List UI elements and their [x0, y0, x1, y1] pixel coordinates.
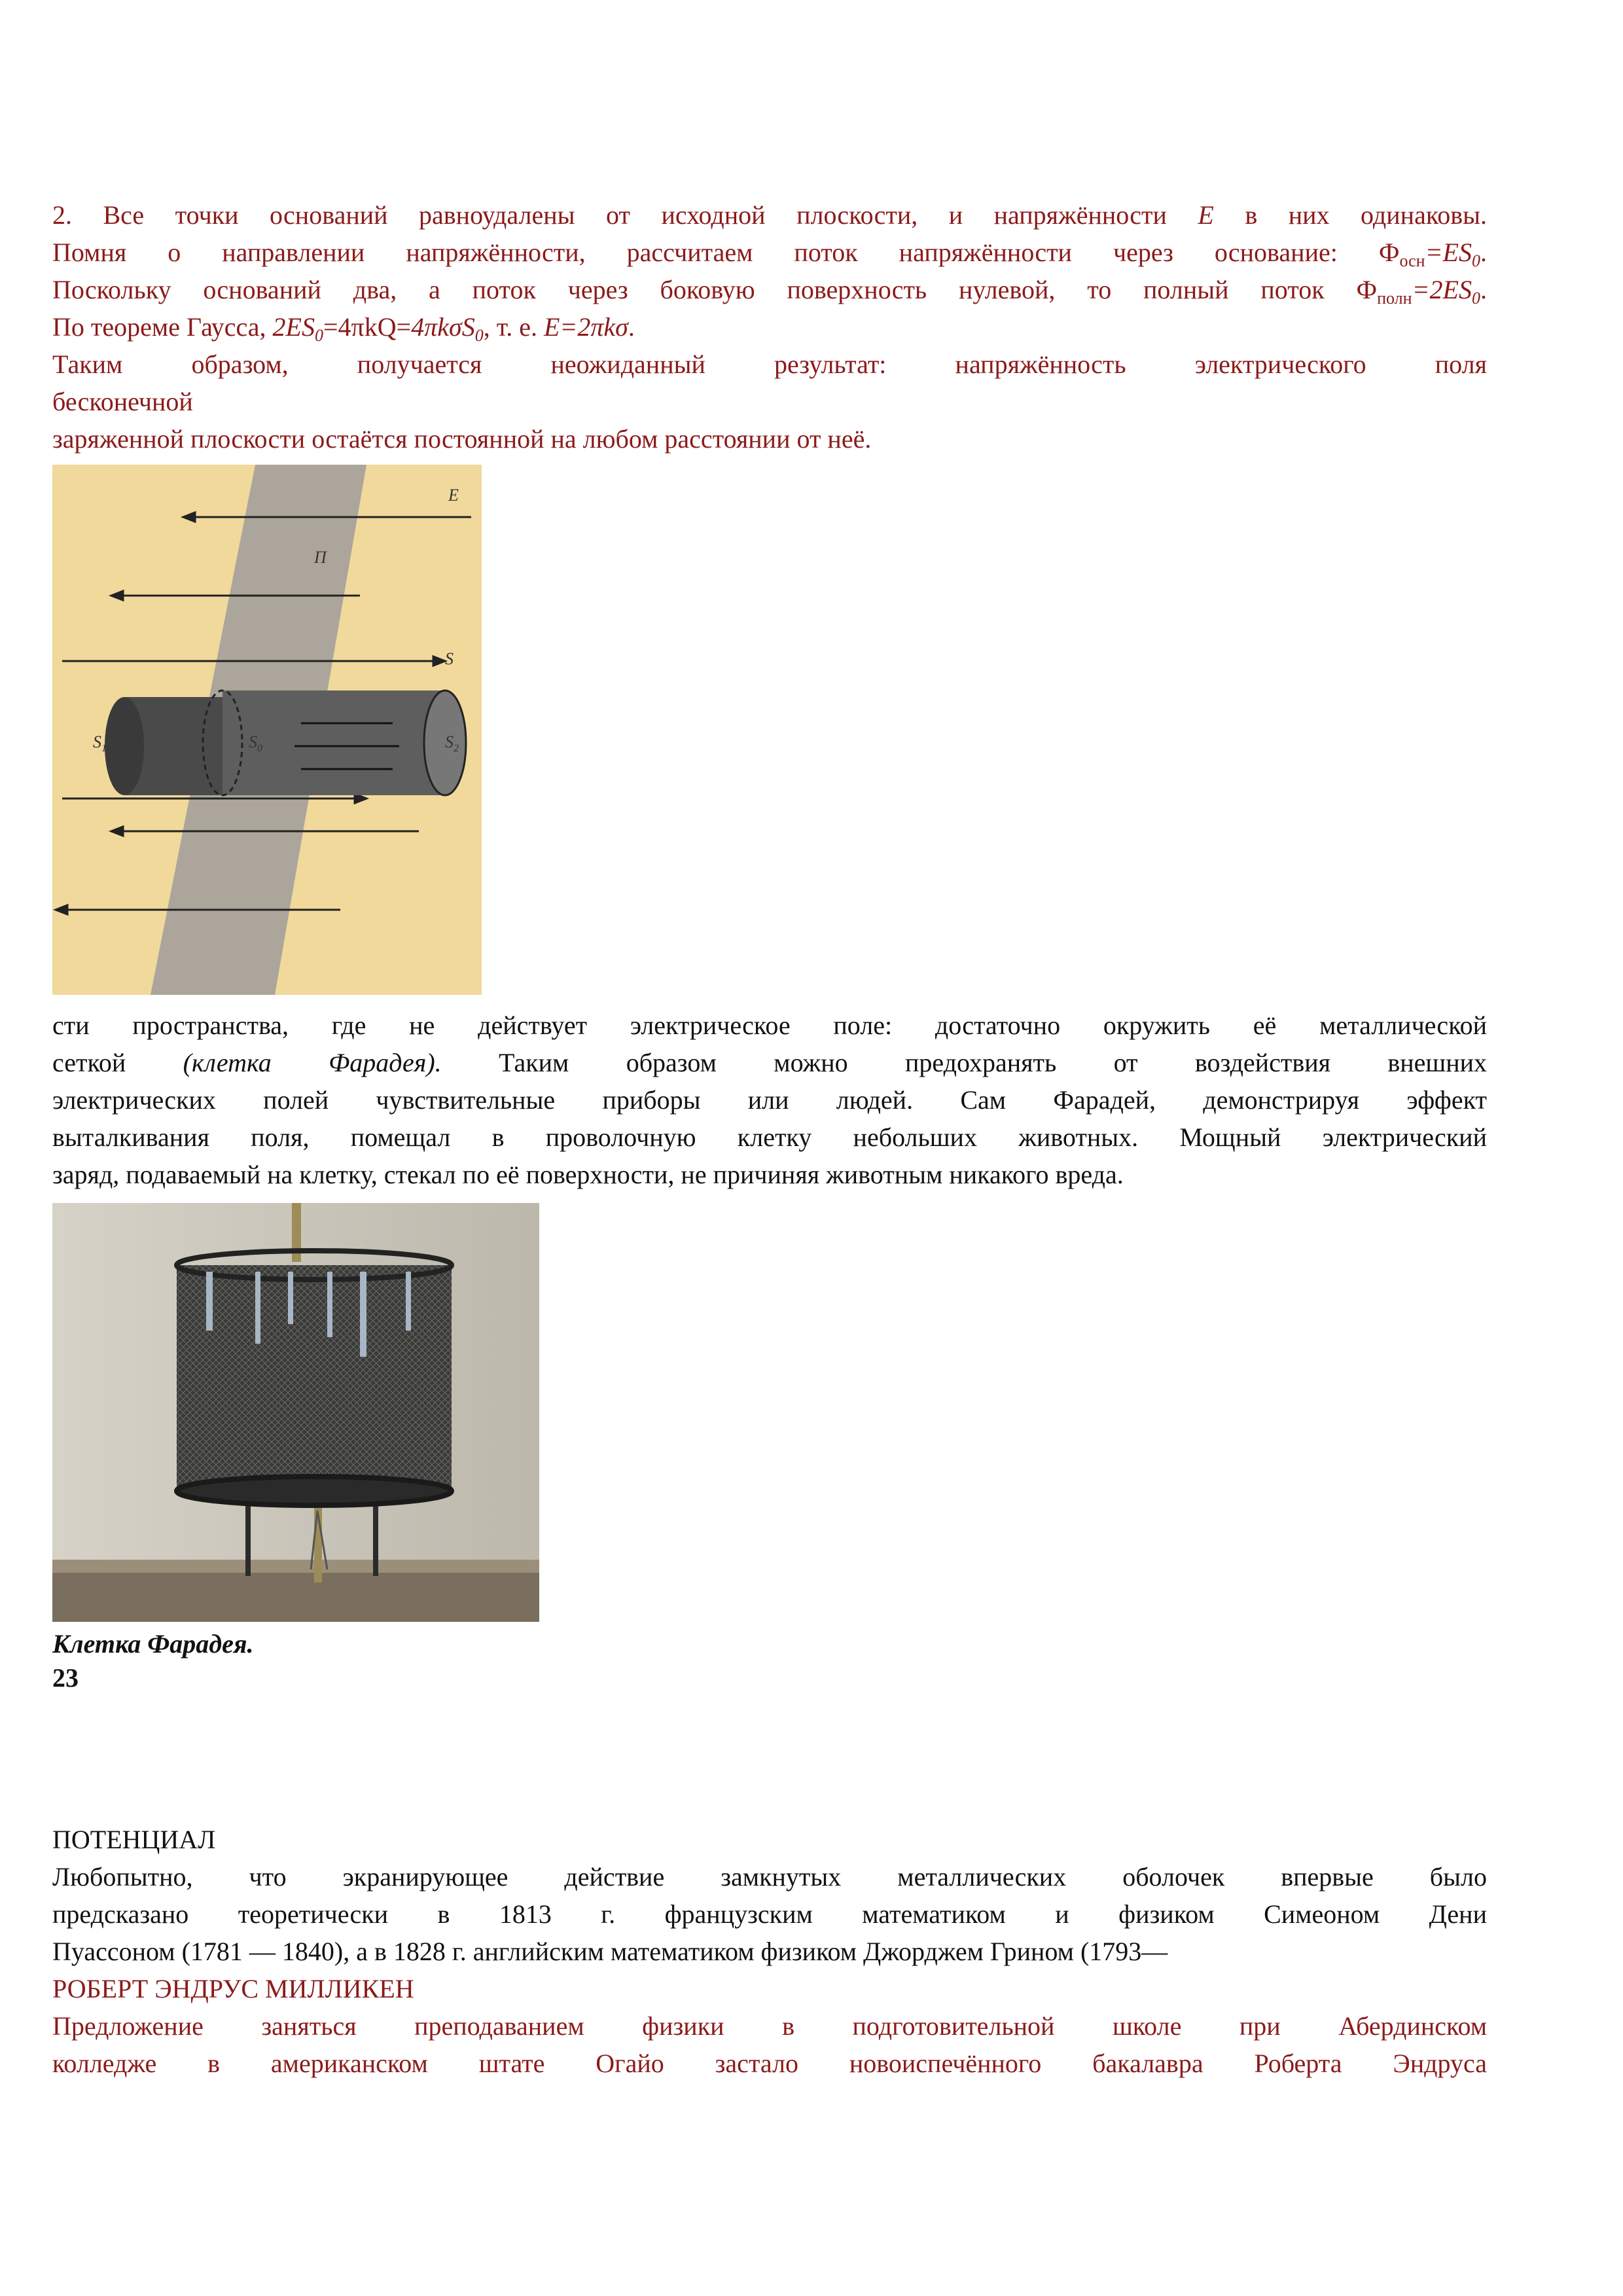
subscript: 0: [1472, 251, 1480, 270]
text-line: Любопытно, что экранирующее действие замкнутых металлических оболочек впервые было: [52, 1862, 1487, 1892]
text-line: заряд, подаваемый на клетку, стекал по её поверхности, не причиняя животным никакого вреда.: [52, 1160, 1124, 1189]
text-span: Поскольку оснований два, а поток через боковую поверхность нулевой, то полный поток Ф: [52, 275, 1378, 304]
symbol-e: E: [1198, 200, 1214, 230]
stand-leg: [373, 1498, 378, 1576]
section-heading: РОБЕРТ ЭНДРУС МИЛЛИКЕН: [52, 1974, 414, 2003]
section-heading: ПОТЕНЦИАЛ: [52, 1825, 216, 1854]
foil-strip: [255, 1272, 260, 1344]
foil-strip: [360, 1272, 366, 1357]
text-line: [52, 308, 1487, 346]
text-span: По теореме Гаусса,: [52, 312, 273, 342]
text-span: .: [1480, 238, 1487, 267]
text-line: [52, 234, 1487, 271]
text-line: Пуассоном (1781 — 1840), а в 1828 г. английским математиком физиком Джорджем Грином (1793—: [52, 1937, 1168, 1966]
caption-text: Клетка Фарадея.: [52, 1629, 254, 1659]
text-span: .: [1480, 275, 1487, 304]
stand-leg: [245, 1498, 251, 1576]
foil-strip: [288, 1272, 293, 1324]
label-plane: П: [314, 548, 327, 567]
label-e: E: [448, 486, 459, 505]
formula: =2ES: [1412, 275, 1472, 304]
table-surface: [52, 1570, 539, 1622]
text-line: предсказано теоретически в 1813 г. французским математиком и физиком Симеоном Дени: [52, 1899, 1487, 1929]
text-span: Таким образом можно предохранять от воздействия внешних: [441, 1048, 1488, 1077]
gauss-cylinder-figure: [52, 465, 482, 995]
formula: =4πkQ=: [323, 312, 412, 342]
potential-section: [52, 1821, 1487, 1970]
label-s2: $S_2$: [445, 732, 459, 754]
faraday-cage-photo: [52, 1203, 539, 1622]
subscript: осн: [1399, 251, 1425, 270]
label-s: S: [445, 649, 454, 668]
foil-strip: [406, 1272, 411, 1331]
table-edge: [52, 1560, 539, 1573]
italic-term: (клетка Фарадея).: [183, 1048, 442, 1077]
gauss-text-block: [52, 196, 1487, 457]
cage-illustration: [52, 1203, 539, 1622]
subscript: 0: [474, 326, 484, 345]
formula: 2ES: [272, 312, 315, 342]
faraday-text-block: [52, 1007, 1487, 1193]
text-line: [52, 271, 1487, 308]
text-span: , т. е.: [483, 312, 544, 342]
text-span: Помня о направлении напряжённости, рассчитаем поток напряжённости через основание: Ф: [52, 238, 1400, 267]
text-line: [52, 196, 1487, 234]
text-span: в них одинаковы.: [1213, 200, 1487, 230]
page-number: 23: [52, 1663, 79, 1693]
stand-pole: [314, 1498, 322, 1583]
label-s0: $S_0$: [249, 732, 262, 754]
text-line: сти пространства, где не действует электрическое поле: достаточно окружить её металлической: [52, 1011, 1487, 1040]
text-line: бесконечной: [52, 387, 193, 416]
text-span: сеткой: [52, 1048, 183, 1077]
millikan-section: [52, 1970, 1487, 2082]
figure-caption: [52, 1627, 253, 1695]
text-line: заряженной плоскости остаётся постоянной на любом расстоянии от неё.: [52, 424, 872, 454]
text-line: электрических полей чувствительные приборы или людей. Сам Фарадей, демонстрируя эффект: [52, 1085, 1487, 1115]
text-span: .: [628, 312, 635, 342]
cage-bottom-ring: [177, 1477, 452, 1505]
text-line: колледже в американском штате Огайо застало новоиспечённого бакалавра Роберта Эндруса: [52, 2049, 1487, 2078]
text-span: 2. Все точки оснований равноудалены от исходной плоскости, и напряжённости: [52, 200, 1198, 230]
label-s1: $S_1$: [93, 732, 107, 754]
formula: 4πkσS: [411, 312, 475, 342]
foil-strip: [327, 1272, 332, 1337]
formula: E=2πkσ: [543, 312, 628, 342]
text-line: Таким образом, получается неожиданный результат: напряжённость электрического поля: [52, 350, 1487, 379]
subscript: 0: [1472, 289, 1480, 308]
foil-strip: [206, 1272, 213, 1331]
text-line: [52, 1044, 1487, 1081]
text-line: Предложение заняться преподаванием физики в подготовительной школе при Абердинском: [52, 2011, 1487, 2041]
formula: =ES: [1425, 238, 1472, 267]
subscript: 0: [314, 326, 323, 345]
text-line: выталкивания поля, помещал в проволочную клетку небольших животных. Мощный электрический: [52, 1122, 1487, 1152]
subscript: полн: [1377, 289, 1412, 308]
cylinder-base-s1: [105, 697, 144, 795]
gauss-diagram: [52, 465, 482, 995]
